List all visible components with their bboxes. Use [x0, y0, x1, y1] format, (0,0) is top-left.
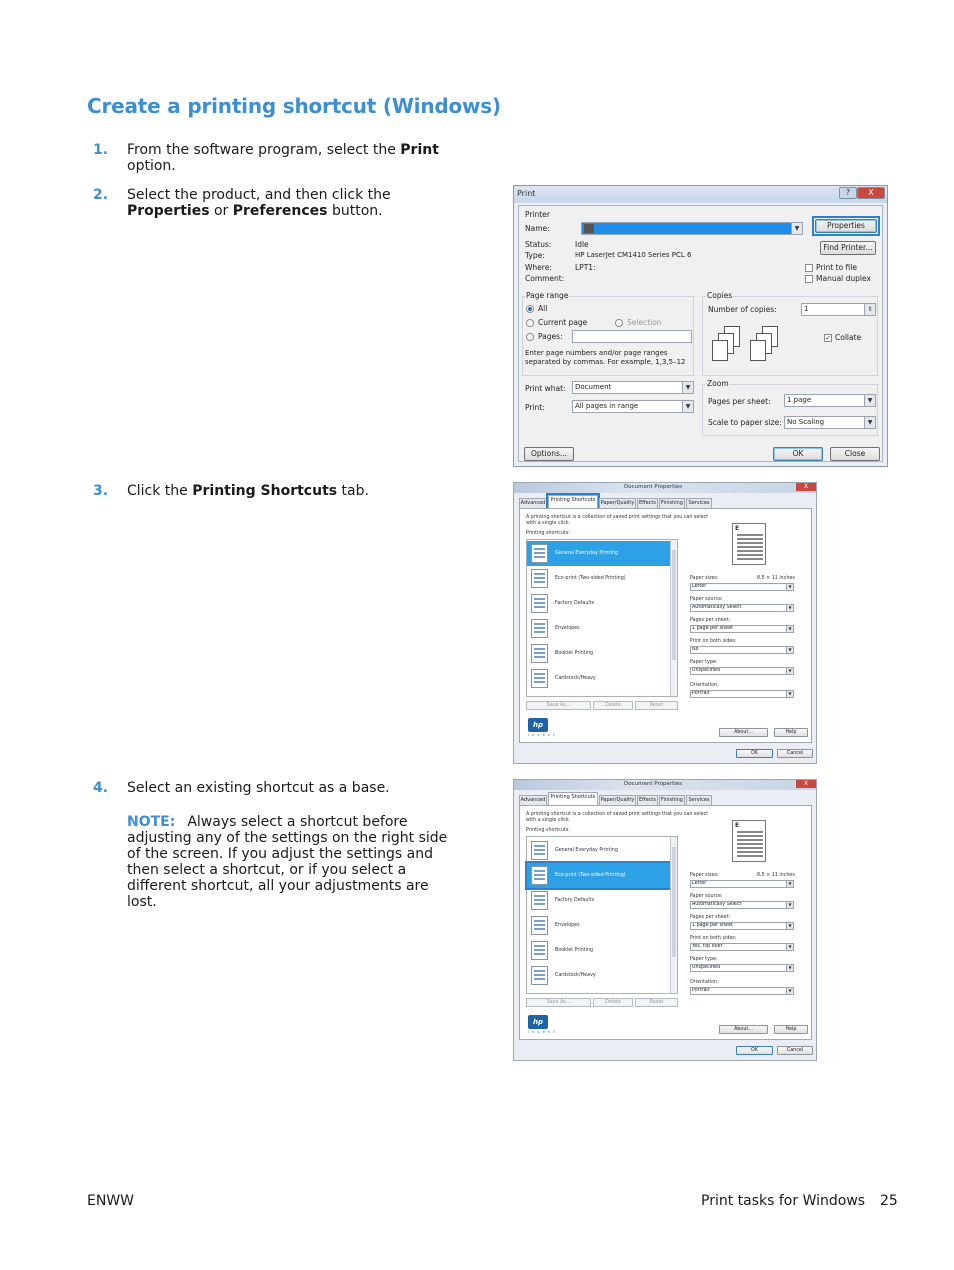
paper-type-select[interactable]: Unspecified ▼ — [690, 667, 794, 675]
save-as-button[interactable]: Save As... — [526, 701, 591, 710]
print-dialog-titlebar: Print ? X — [514, 186, 887, 203]
scale-select[interactable]: No Scaling ▼ — [784, 416, 876, 429]
pages-radio[interactable] — [526, 333, 534, 341]
delete-button[interactable]: Delete — [593, 998, 633, 1007]
cancel-button[interactable]: Cancel — [777, 1046, 813, 1055]
list-item[interactable]: Cardstock/Heavy — [527, 963, 672, 988]
properties-highlight — [812, 216, 880, 236]
list-item[interactable]: Eco-print (Two-sided Printing) — [527, 863, 672, 888]
list-item[interactable]: Eco-print (Two-sided Printing) — [527, 566, 672, 591]
chevron-down-icon: ▼ — [682, 401, 693, 412]
print-what-select[interactable]: Document ▼ — [572, 381, 694, 394]
shortcut-list — [526, 836, 678, 994]
print-select[interactable]: All pages in range ▼ — [572, 400, 694, 413]
ok-button[interactable]: OK — [736, 749, 773, 758]
about-button[interactable]: About... — [719, 1025, 768, 1034]
document-icon — [531, 966, 548, 985]
tab-effects[interactable]: Effects — [639, 500, 656, 506]
current-page-radio[interactable] — [526, 319, 534, 327]
chevron-down-icon: ▼ — [791, 223, 802, 234]
manual-duplex-checkbox[interactable] — [805, 275, 813, 283]
doc-properties-dialog-1: Document Properties X Advanced Printing Shortcuts Paper/Quality Effects Finishing Services A printing shortcut is a collection of saved print settings that you can select with a single click. Printing shortcuts: General Everyday Printing Eco-print (Two-sided Printing) Factory Defaults Envelopes Booklet Printing Cardstock/Heavy Save As... Delete Reset E Paper sizes: 8.5 × 11 inches Letter ▼ Paper source: Automatically Select ▼ Pages per sheet: 1 page per sheet ▼ Print on both sides: No ▼ Paper type: Unspecified ▼ Orientation: Portrait ▼ hp i n v e n t About... Help OK Cancel — [513, 482, 817, 764]
page-number: 25 — [880, 1193, 898, 1209]
shortcut-list — [526, 539, 678, 697]
tab-paper-quality[interactable]: Paper/Quality — [600, 797, 635, 803]
document-icon — [531, 841, 548, 860]
envelope-icon — [531, 916, 548, 935]
help-button[interactable]: Help — [774, 1025, 808, 1034]
chevron-down-icon: ▼ — [786, 691, 793, 697]
tab-effects[interactable]: Effects — [639, 797, 656, 803]
ok-button[interactable]: OK — [773, 447, 823, 461]
save-as-button[interactable]: Save As... — [526, 998, 591, 1007]
document-icon — [531, 544, 548, 563]
footer-left: ENWW — [87, 1193, 135, 1209]
envelope-icon — [531, 619, 548, 638]
close-icon[interactable]: X — [857, 187, 885, 199]
chevron-down-icon: ▼ — [786, 944, 793, 950]
find-printer-button[interactable]: Find Printer... — [820, 241, 876, 255]
close-button[interactable]: Close — [830, 447, 880, 461]
tab-finishing[interactable]: Finishing — [659, 795, 685, 805]
options-button[interactable]: Options... — [524, 447, 574, 461]
list-item[interactable]: Cardstock/Heavy — [527, 666, 672, 691]
print-to-file-checkbox[interactable] — [805, 264, 813, 272]
chevron-down-icon: ▼ — [864, 395, 875, 406]
paper-size-select[interactable]: Letter ▼ — [690, 880, 794, 888]
tab-printing-shortcuts[interactable]: Printing Shortcuts — [548, 495, 598, 508]
chevron-down-icon: ▼ — [786, 584, 793, 590]
about-button[interactable]: About... — [719, 728, 768, 737]
paper-type-select[interactable]: Unspecified ▼ — [690, 964, 794, 972]
paper-source-select[interactable]: Automatically Select ▼ — [690, 604, 794, 612]
booklet-icon — [531, 644, 548, 663]
tab-paper-quality[interactable]: Paper/Quality — [600, 500, 635, 506]
scrollbar[interactable] — [670, 837, 677, 993]
chevron-down-icon: ▼ — [786, 626, 793, 632]
document-icon — [531, 569, 548, 588]
pages-per-sheet-select[interactable]: 1 page per sheet ▼ — [690, 922, 794, 930]
list-item[interactable]: General Everyday Printing — [527, 838, 672, 863]
selection-radio[interactable] — [615, 319, 623, 327]
chevron-down-icon: ▼ — [864, 417, 875, 428]
booklet-icon — [531, 941, 548, 960]
chevron-down-icon: ▼ — [786, 965, 793, 971]
page-title: Create a printing shortcut (Windows) — [87, 94, 501, 118]
list-item[interactable]: Booklet Printing — [527, 938, 672, 963]
printer-name-select[interactable] — [581, 222, 803, 235]
copies-stepper[interactable]: 1 ⇕ — [801, 303, 876, 316]
tab-services[interactable]: Services — [686, 498, 712, 508]
ok-button[interactable]: OK — [736, 1046, 773, 1055]
both-sides-select[interactable]: No ▼ — [690, 646, 794, 654]
paper-size-select[interactable]: Letter ▼ — [690, 583, 794, 591]
chevron-down-icon: ▼ — [786, 902, 793, 908]
chevron-down-icon: ▼ — [786, 881, 793, 887]
close-icon[interactable]: X — [796, 780, 816, 788]
pages-per-sheet-select[interactable]: 1 page ▼ — [784, 394, 876, 407]
list-item[interactable]: Envelopes — [527, 913, 672, 938]
printer-icon — [584, 224, 594, 233]
close-icon[interactable]: X — [796, 483, 816, 491]
collate-checkbox[interactable]: ✓ — [825, 334, 831, 342]
tab-advanced[interactable]: Advanced — [520, 797, 546, 803]
list-item[interactable]: General Everyday Printing — [527, 541, 672, 566]
tab-services[interactable]: Services — [686, 795, 712, 805]
chevron-down-icon: ▼ — [682, 382, 693, 393]
paper-source-select[interactable]: Automatically Select ▼ — [690, 901, 794, 909]
spinner-icon[interactable]: ⇕ — [864, 304, 875, 315]
document-icon — [531, 669, 548, 688]
delete-button[interactable]: Delete — [593, 701, 633, 710]
footer-section: Print tasks for Windows — [701, 1193, 866, 1209]
all-radio[interactable] — [526, 305, 534, 313]
cancel-button[interactable]: Cancel — [777, 749, 813, 758]
tab-finishing[interactable]: Finishing — [659, 498, 685, 508]
document-icon — [531, 891, 548, 910]
list-item[interactable]: Factory Defaults — [527, 591, 672, 616]
scrollbar[interactable] — [670, 540, 677, 696]
hp-logo: hp — [528, 1015, 548, 1029]
chevron-down-icon: ▼ — [786, 923, 793, 929]
chevron-down-icon: ▼ — [786, 668, 793, 674]
list-item[interactable]: Booklet Printing — [527, 641, 672, 666]
help-button[interactable]: ? — [839, 187, 857, 199]
chevron-down-icon: ▼ — [786, 605, 793, 611]
tab-advanced[interactable]: Advanced — [520, 500, 546, 506]
chevron-down-icon: ▼ — [786, 988, 793, 994]
page-preview-icon — [732, 820, 766, 862]
list-item[interactable]: Factory Defaults — [527, 888, 672, 913]
both-sides-select[interactable]: Yes, flip over ▼ — [690, 943, 794, 951]
document-icon — [531, 866, 548, 885]
orientation-select[interactable]: Portrait ▼ — [690, 690, 794, 698]
pages-input[interactable] — [572, 330, 692, 343]
help-button[interactable]: Help — [774, 728, 808, 737]
document-icon — [531, 594, 548, 613]
list-item[interactable]: Envelopes — [527, 616, 672, 641]
hp-logo: hp — [528, 718, 548, 732]
chevron-down-icon: ▼ — [786, 647, 793, 653]
reset-button[interactable]: Reset — [635, 998, 678, 1007]
doc-properties-dialog-2: Document Properties X Advanced Printing Shortcuts Paper/Quality Effects Finishing Services A printing shortcut is a collection of saved print settings that you can select with a single click. Printing shortcuts: General Everyday Printing Eco-print (Two-sided Printing) Factory Defaults Envelopes Booklet Printing Cardstock/Heavy Save As... Delete Reset E Paper sizes: 8.5 × 11 inches Letter ▼ Paper source: Automatically Select ▼ Pages per sheet: 1 page per sheet ▼ Print on both sides: Yes, flip over ▼ Paper type: Unspecified ▼ Orientation: Portrait ▼ hp i n v e n t About... Help OK Cancel — [513, 779, 817, 1061]
properties-button[interactable]: Properties — [815, 219, 877, 233]
note-label: NOTE: — [127, 814, 176, 830]
pages-per-sheet-select[interactable]: 1 page per sheet ▼ — [690, 625, 794, 633]
orientation-select[interactable]: Portrait ▼ — [690, 987, 794, 995]
tab-printing-shortcuts[interactable]: Printing Shortcuts — [548, 792, 598, 805]
print-dialog: Print ? X Printer Name: ▼ Status: Idle Type: HP LaserJet CM1410 Series PCL 6 Where: LPT1: Comment: Properties Find Printer... Print to file Manual duplex Page range All Current page Selection Pages: Enter page numbers and/or page ranges separated by commas. For example, 1,3,5–12 Copies Number of copies: 1 ⇕ ✓ Collate Print what: Document ▼ Print: All pages in range ▼ Zoom Pages per sheet: 1 page ▼ Scale to paper size: No Scaling ▼ Options... OK Close — [513, 185, 888, 467]
reset-button[interactable]: Reset — [635, 701, 678, 710]
page-preview-icon — [732, 523, 766, 565]
